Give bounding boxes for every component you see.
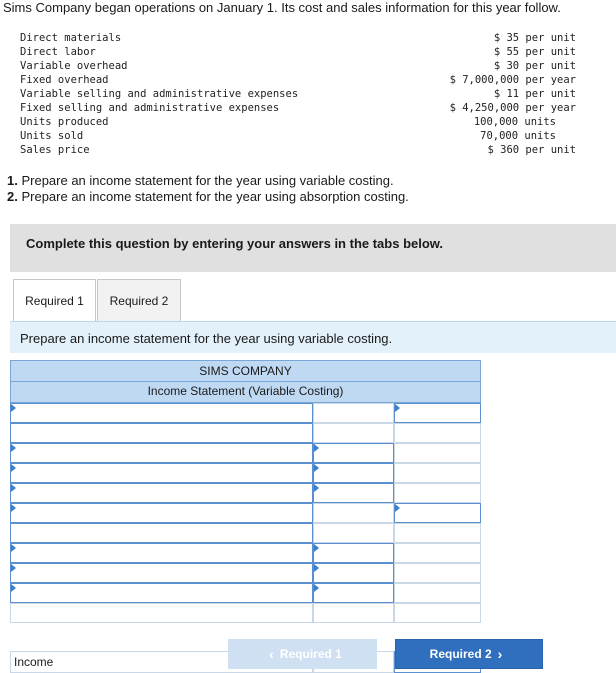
total-input[interactable] — [394, 503, 481, 523]
cost-value: 100,000 units — [473, 116, 556, 128]
tab-required-1[interactable] — [13, 279, 96, 321]
account-select[interactable] — [10, 483, 313, 503]
prev-label: Required 1 — [279, 647, 342, 661]
cost-value: $ 360 per unit — [487, 144, 576, 156]
question-2 — [7, 189, 409, 204]
amount-cell — [313, 523, 394, 543]
cost-row — [20, 101, 576, 115]
amount-cell — [313, 603, 394, 623]
cost-label: Variable selling and administrative expenses — [20, 88, 299, 100]
total-cell — [394, 483, 481, 503]
table-row — [10, 563, 481, 583]
account-select[interactable] — [10, 563, 313, 583]
table-row — [10, 463, 481, 483]
question-text: Prepare an income statement for the year using absorption costing. — [21, 189, 409, 204]
account-select[interactable] — [10, 403, 313, 423]
cost-label: Units produced — [20, 116, 109, 128]
table-row — [10, 503, 481, 523]
total-cell — [394, 463, 481, 483]
cost-label: Direct labor — [20, 46, 96, 58]
cost-row — [20, 143, 576, 157]
account-select[interactable] — [10, 503, 313, 523]
table-row — [10, 603, 481, 623]
tab-label: Required 1 — [25, 293, 84, 308]
table-row — [10, 483, 481, 503]
total-cell — [394, 523, 481, 543]
cost-row — [20, 45, 576, 59]
amount-input[interactable] — [313, 563, 394, 583]
total-cell — [394, 443, 481, 463]
company-name: SIMS COMPANY — [10, 360, 481, 382]
account-select[interactable] — [10, 463, 313, 483]
question-number: 2. — [7, 189, 18, 204]
chevron-left-icon: ‹ — [269, 646, 274, 662]
banner-text: Complete this question by entering your answers in the tabs below. — [26, 236, 444, 251]
question-1 — [7, 173, 394, 188]
cost-row — [20, 115, 576, 129]
amount-input[interactable] — [313, 443, 394, 463]
amount-input[interactable] — [313, 483, 394, 503]
total-cell — [394, 583, 481, 603]
amount-cell — [313, 403, 394, 423]
cost-row — [20, 31, 576, 45]
cost-value: $ 35 per unit — [493, 32, 576, 44]
problem-intro: Sims Company began operations on January 1. Its cost and sales information for this year follow. — [3, 0, 561, 15]
account-cell — [10, 603, 313, 623]
tab-label: Required 2 — [109, 293, 169, 308]
cost-label: Sales price — [20, 144, 90, 156]
income-label: Income — [14, 655, 54, 669]
table-row — [10, 523, 481, 543]
statement-title: Income Statement (Variable Costing) — [10, 382, 481, 403]
cost-value: $ 7,000,000 per year — [449, 74, 576, 86]
amount-input[interactable] — [313, 543, 394, 563]
cost-row — [20, 73, 576, 87]
instruction-banner — [10, 224, 616, 272]
tab-instruction — [10, 321, 616, 353]
cost-label: Fixed overhead — [20, 74, 109, 86]
prev-required-button[interactable] — [228, 639, 377, 669]
cost-value: $ 11 per unit — [493, 88, 576, 100]
table-row — [10, 443, 481, 463]
total-input[interactable] — [394, 403, 481, 423]
account-select[interactable] — [10, 523, 313, 543]
amount-input[interactable] — [313, 463, 394, 483]
next-label: Required 2 — [429, 647, 492, 661]
cost-label: Fixed selling and administrative expenses — [20, 102, 280, 114]
amount-cell — [313, 503, 394, 523]
cost-value: $ 4,250,000 per year — [449, 102, 576, 114]
question-text: Prepare an income statement for the year using variable costing. — [21, 173, 394, 188]
total-cell — [394, 423, 481, 443]
amount-cell — [313, 423, 394, 443]
cost-label: Direct materials — [20, 32, 122, 44]
cost-value: 70,000 units — [480, 130, 556, 142]
total-cell — [394, 563, 481, 583]
cost-data-table — [20, 31, 576, 157]
next-required-button[interactable] — [395, 639, 543, 669]
cost-row — [20, 59, 576, 73]
account-select[interactable] — [10, 423, 313, 443]
cost-value: $ 55 per unit — [493, 46, 576, 58]
cost-label: Variable overhead — [20, 60, 128, 72]
table-row — [10, 403, 481, 423]
account-select[interactable] — [10, 543, 313, 563]
cost-value: $ 30 per unit — [493, 60, 576, 72]
account-select[interactable] — [10, 583, 313, 603]
question-number: 1. — [7, 173, 18, 188]
cost-row — [20, 129, 576, 143]
amount-input[interactable] — [313, 583, 394, 603]
instruction-text: Prepare an income statement for the year using variable costing. — [20, 331, 393, 346]
account-select[interactable] — [10, 443, 313, 463]
table-row — [10, 583, 481, 603]
tab-required-2[interactable] — [97, 279, 181, 321]
table-row — [10, 543, 481, 563]
table-row — [10, 423, 481, 443]
total-cell — [394, 603, 481, 623]
cost-label: Units sold — [20, 130, 84, 142]
chevron-right-icon: › — [497, 646, 503, 662]
total-cell — [394, 543, 481, 563]
cost-row — [20, 87, 576, 101]
